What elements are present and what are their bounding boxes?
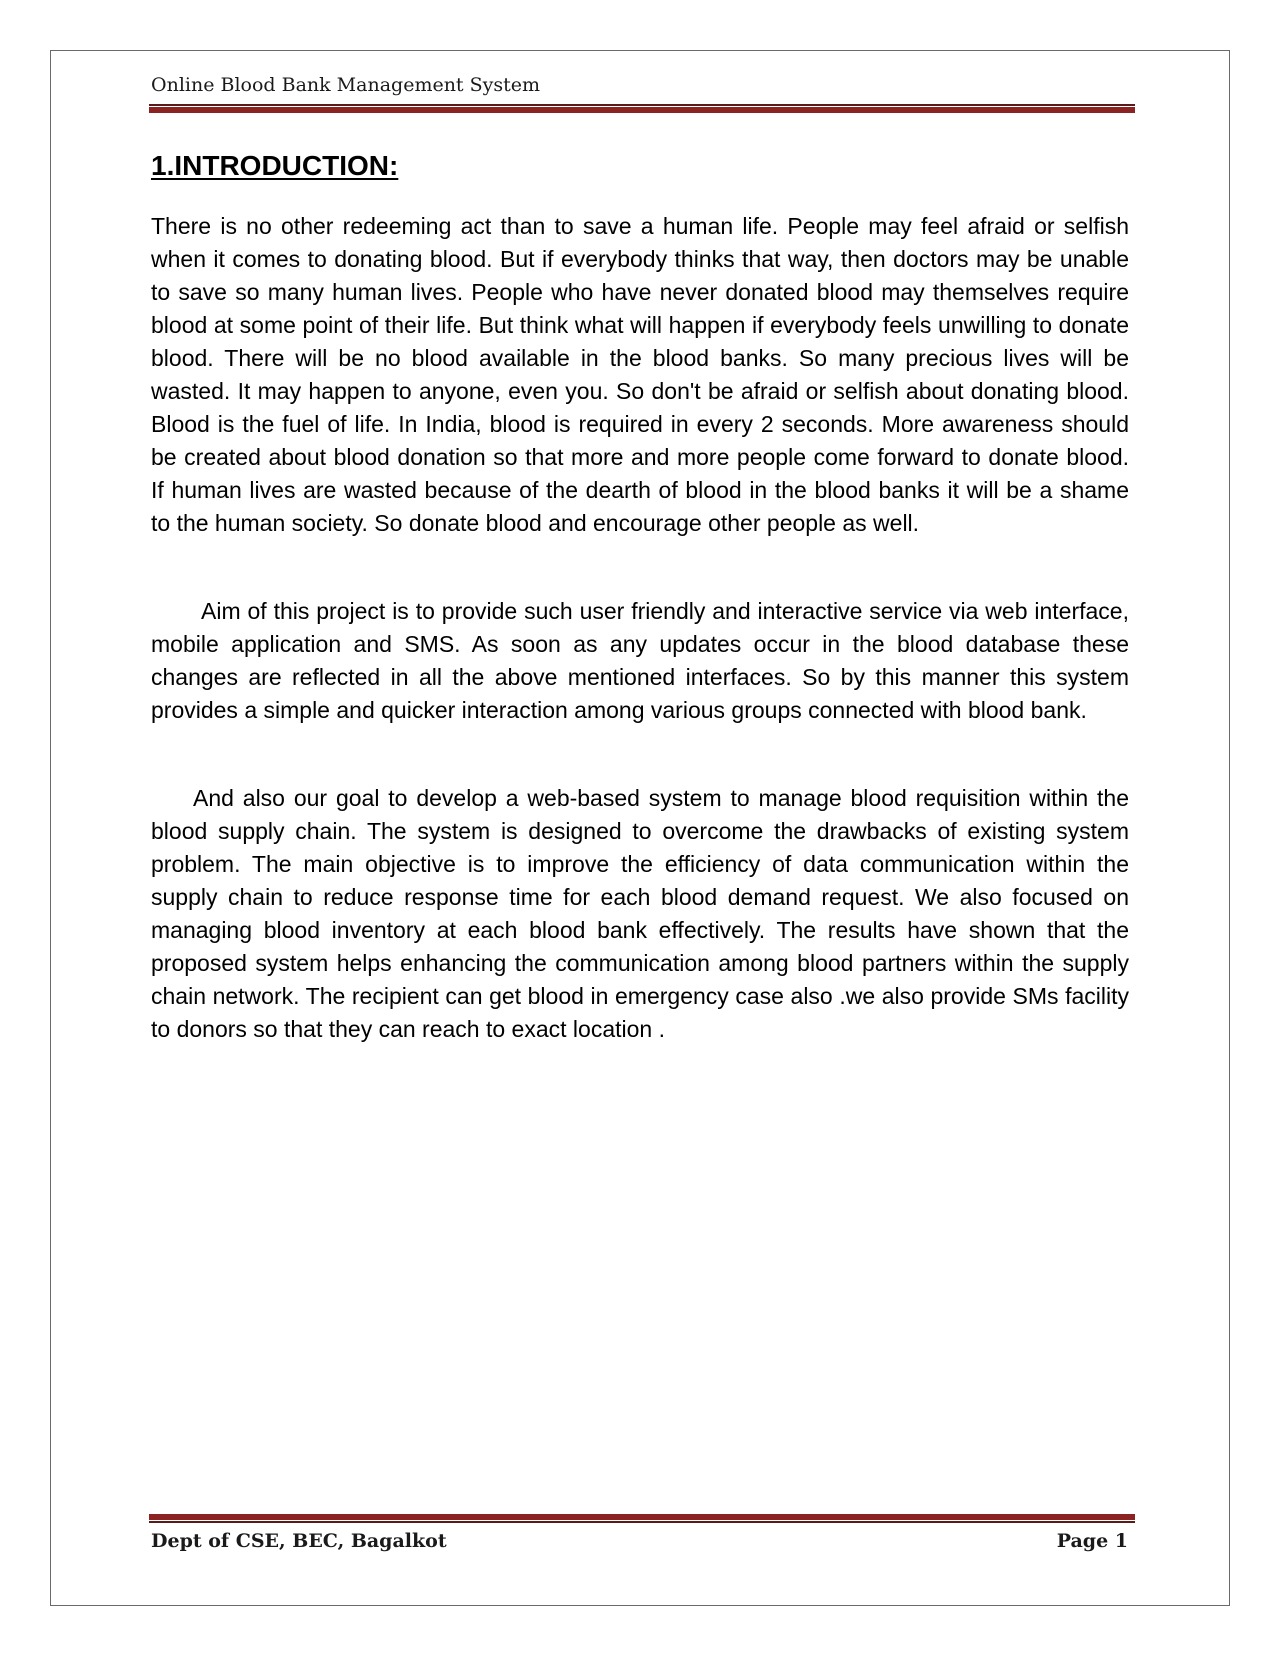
footer-department: Dept of CSE, BEC, Bagalkot (151, 1530, 447, 1552)
paragraph-2: Aim of this project is to provide such user friendly and interactive service via web interface, mobile application and SMS. As soon as any updates occur in the blood database these changes are reflected in all the above mentioned interfaces. So by this manner this system provides a simple and quicker interaction among various groups connected with blood bank. (151, 598, 1129, 723)
section-heading: 1.INTRODUCTION: (151, 150, 399, 181)
header-rule-thick (149, 107, 1135, 113)
footer-page-number: Page 1 (1056, 1530, 1128, 1552)
running-header-title: Online Blood Bank Management System (151, 74, 541, 96)
footer-rule-thick (149, 1514, 1135, 1520)
paragraph-1: There is no other redeeming act than to save a human life. People may feel afraid or selfish when it comes to donating blood. But if everybody thinks that way, then doctors may be unable to save so many human lives. People who have never donated blood may themselves require blood at some point of their life. But think what will happen if everybody feels unwilling to donate blood. There will be no blood available in the blood banks. So many precious lives will be wasted. It may happen to anyone, even you. So don't be afraid or selfish about donating blood. Blood is the fuel of life. In India, blood is required in every 2 seconds. More awareness should be created about blood donation so that more and more people come forward to donate blood. If human lives are wasted because of the dearth of blood in the blood banks it will be a shame to the human society. So donate blood and encourage other people as well. (151, 213, 1129, 536)
header-rule-thin (149, 104, 1135, 106)
footer-rule-thin (149, 1521, 1135, 1523)
paragraph-3: And also our goal to develop a web-based system to manage blood requisition within the blood supply chain. The system is designed to overcome the drawbacks of existing system problem. The main objective is to improve the efficiency of data communication within the supply chain to reduce response time for each blood demand request. We also focused on managing blood inventory at each blood bank effectively. The results have shown that the proposed system helps enhancing the communication among blood partners within the supply chain network. The recipient can get blood in emergency case also .we also provide SMs facility to donors so that they can reach to exact location . (151, 785, 1129, 1042)
